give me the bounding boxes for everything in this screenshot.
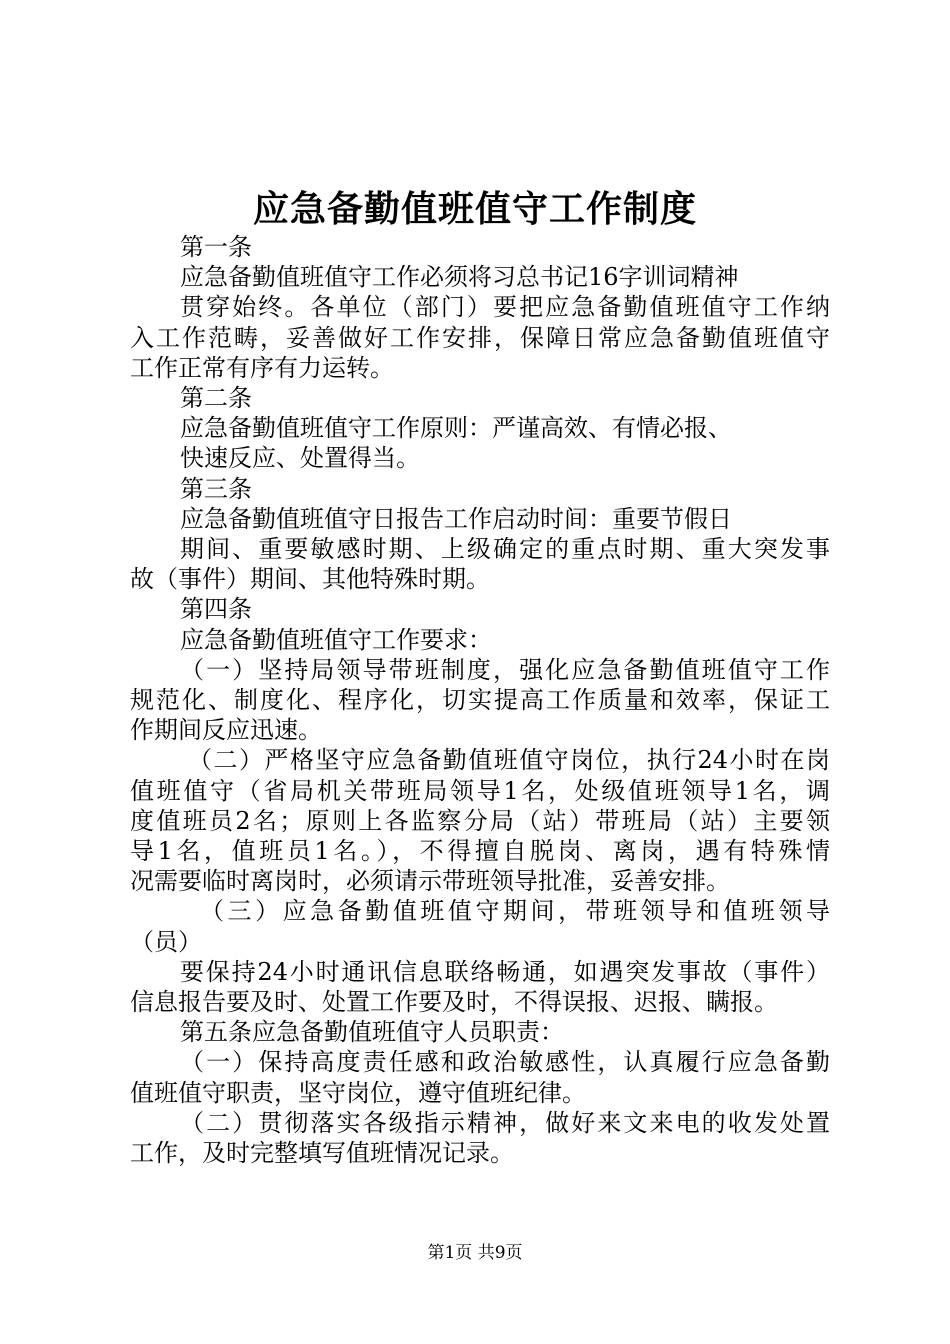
article-heading-5: 第五条应急备勤值班值守人员职责： [180, 1018, 564, 1047]
document-body [130, 232, 830, 1168]
paragraph-line: 应急备勤值班值守工作必须将习总书记16字训词精神 [180, 263, 739, 292]
paragraph-line: 规范化、制度化、程序化，切实提高工作质量和效率，保证工 [130, 686, 830, 715]
paragraph-line: 应急备勤值班值守工作原则：严谨高效、有情必报、 [180, 414, 732, 443]
paragraph-line: 工作正常有序有力运转。 [130, 353, 394, 382]
paragraph-line: 要保持24小时通讯信息联络畅通，如遇突发事故（事件） [180, 957, 830, 986]
paragraph-line: （二）严格坚守应急备勤值班值守岗位，执行24小时在岗 [188, 746, 830, 775]
paragraph-line: （三）应急备勤值班值守期间，带班领导和值班领导 [200, 897, 830, 926]
paragraph-line: （一）坚持局领导带班制度，强化应急备勤值班值守工作 [180, 655, 830, 684]
article-heading-2: 第二条 [180, 384, 252, 413]
paragraph-line: 应急备勤值班值守工作要求： [180, 625, 492, 654]
paragraph-line: 贯穿始终。各单位（部门）要把应急备勤值班值守工作纳 [180, 293, 830, 322]
paragraph-line: 故（事件）期间、其他特殊时期。 [130, 565, 490, 594]
paragraph-line: 快速反应、处置得当。 [180, 444, 420, 473]
page-number-footer: 第1页 共9页 [427, 1243, 523, 1263]
paragraph-line: （员） [130, 927, 202, 956]
paragraph-line: 况需要临时离岗时，必须请示带班领导批准，妥善安排。 [130, 867, 730, 896]
paragraph-line: 作期间反应迅速。 [130, 716, 322, 745]
paragraph-line: 入工作范畴，妥善做好工作安排，保障日常应急备勤值班值守 [130, 323, 830, 352]
article-heading-1: 第一条 [180, 233, 252, 261]
paragraph-line: 值班值守职责，坚守岗位，遵守值班纪律。 [130, 1078, 586, 1107]
paragraph-line: 应急备勤值班值守日报告工作启动时间：重要节假日 [180, 504, 732, 533]
paragraph-line: 度值班员2名；原则上各监察分局（站）带班局（站）主要领 [130, 806, 830, 835]
paragraph-line: 导1名，值班员1名。），不得擅自脱岗、离岗，遇有特殊情 [130, 837, 830, 866]
document-title: 应急备勤值班值守工作制度 [252, 188, 697, 230]
paragraph-line: （一）保持高度责任感和政治敏感性，认真履行应急备勤 [180, 1048, 830, 1077]
paragraph-line: 期间、重要敏感时期、上级确定的重点时期、重大突发事 [180, 535, 830, 564]
paragraph-line: 工作，及时完整填写值班情况记录。 [130, 1139, 514, 1168]
paragraph-line: （二）贯彻落实各级指示精神，做好来文来电的收发处置 [180, 1108, 830, 1137]
paragraph-line: 值班值守（省局机关带班局领导1名，处级值班领导1名，调 [130, 776, 830, 805]
article-heading-4: 第四条 [180, 595, 252, 624]
paragraph-line: 信息报告要及时、处置工作要及时，不得误报、迟报、瞒报。 [130, 988, 778, 1017]
article-heading-3: 第三条 [180, 474, 252, 503]
